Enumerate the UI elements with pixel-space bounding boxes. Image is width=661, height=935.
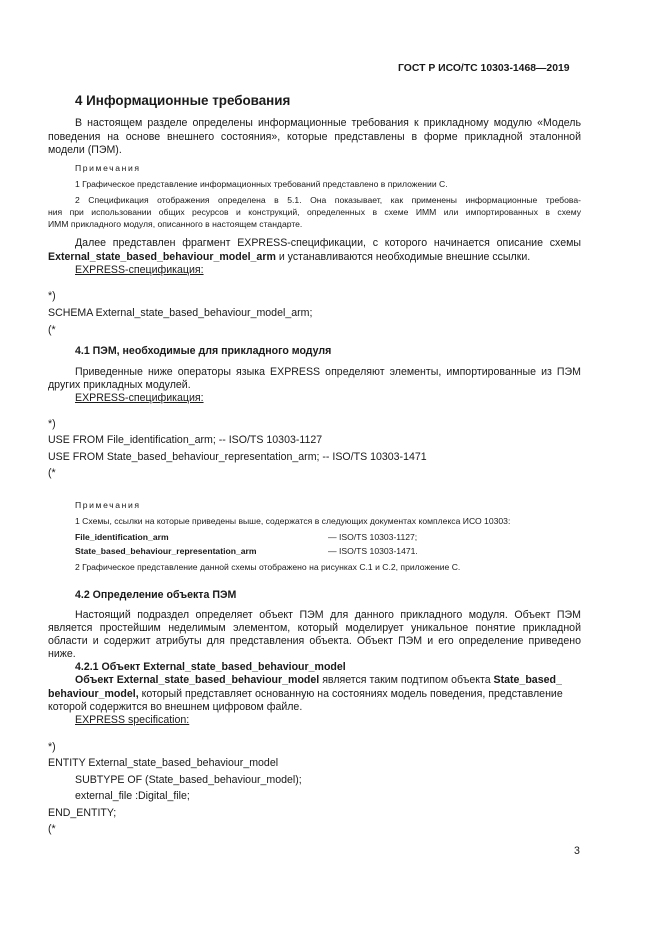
- section-4-2-1-title: 4.2.1 Объект External_state_based_behaviour_model: [75, 661, 346, 673]
- code-line: SUBTYPE OF (State_based_behaviour_model);: [75, 774, 302, 786]
- code-line: END_ENTITY;: [48, 807, 117, 819]
- section-4-2-1-line-2: [48, 688, 563, 701]
- notes-title: Примечания: [75, 500, 141, 510]
- code-line: (*: [48, 467, 56, 479]
- ref-doc: — ISO/TS 10303-1127;: [328, 532, 418, 542]
- schema-name: External_state_based_behaviour_model_arm: [48, 251, 276, 263]
- text: является таким подтипом объекта: [319, 674, 494, 686]
- express-label: EXPRESS-спецификация:: [75, 264, 204, 276]
- code-line: external_file :Digital_file;: [75, 790, 190, 802]
- section-4-1-text-line-2: других прикладных модулей.: [48, 379, 191, 391]
- section-4-2-text-line-1: Настоящий подраздел определяет объект ПЭМ для данного прикладного модуля. Объект ПЭМ: [75, 609, 581, 621]
- supertype-name: State_based_: [493, 674, 562, 686]
- page-number: 3: [574, 845, 580, 857]
- ref-name: File_identification_arm: [75, 532, 169, 542]
- express-intro-rest: и устанавливаются необходимые внешние ссылки.: [275, 251, 531, 263]
- note-2-line-3: ИММ прикладного модуля, описанного в настоящем стандарте.: [48, 219, 303, 229]
- code-line: *): [48, 418, 56, 430]
- code-line: USE FROM File_identification_arm; -- ISO/TS 10303-1127: [48, 434, 323, 446]
- code-line: SCHEMA External_state_based_behaviour_model_arm;: [48, 307, 313, 319]
- note-2: 2 Графическое представление данной схемы отображено на рисунках С.1 и С.2, приложение С.: [75, 562, 461, 572]
- note-2-line-2: ния при использовании общих ресурсов и конструкций, определенных в схеме ИММ или импортированных в схему: [48, 207, 581, 217]
- code-line: ENTITY External_state_based_behaviour_model: [48, 757, 279, 769]
- express-intro-line-1: Далее представлен фрагмент EXPRESS-спецификации, с которого начинается описание схемы: [75, 237, 581, 249]
- note-2-line-1: 2 Спецификация отображения определена в 5.1. Она показывает, как применены информационные требова-: [75, 195, 581, 205]
- section-4-1-text-line-1: Приведенные ниже операторы языка EXPRESS определяют элементы, импортированные из ПЭМ: [75, 366, 581, 378]
- section-4-intro-line-2: поведения на основе внешнего состояния», которые представлены в форме прикладной эталонной: [48, 131, 581, 143]
- text: который представляет основанную на состояниях модель поведения, представление: [138, 688, 563, 700]
- code-line: *): [48, 290, 56, 302]
- express-label: EXPRESS-спецификация:: [75, 392, 204, 404]
- section-4-2-text-line-4: ниже.: [48, 648, 76, 660]
- section-4-2-1-line-1: [75, 674, 562, 687]
- section-4-title: 4 Информационные требования: [75, 93, 291, 108]
- code-line: (*: [48, 324, 56, 336]
- section-4-2-title: 4.2 Определение объекта ПЭМ: [75, 589, 237, 601]
- section-4-intro-line-3: модели (ПЭМ).: [48, 144, 122, 156]
- notes-title: Примечания: [75, 163, 141, 173]
- ref-doc: — ISO/TS 10303-1471.: [328, 546, 418, 556]
- section-4-1-title: 4.1 ПЭМ, необходимые для прикладного модуля: [75, 345, 332, 357]
- ref-name: State_based_behaviour_representation_arm: [75, 546, 257, 556]
- standard-header: ГОСТ Р ИСО/ТС 10303-1468—2019: [398, 63, 570, 74]
- note-1: 1 Схемы, ссылки на которые приведены выше, содержатся в следующих документах комплекса ИСО 10303:: [75, 516, 511, 526]
- express-intro-line-2: [48, 251, 530, 264]
- code-line: USE FROM State_based_behaviour_representation_arm; -- ISO/TS 10303-1471: [48, 451, 427, 463]
- entity-name: Объект External_state_based_behaviour_model: [75, 674, 320, 686]
- section-4-2-1-line-3: которой содержится во внешнем цифровом файле.: [48, 701, 303, 713]
- section-4-intro-line-1: В настоящем разделе определены информационные требования к прикладному модулю «Модель: [75, 117, 581, 129]
- code-line: *): [48, 741, 56, 753]
- code-line: (*: [48, 823, 56, 835]
- note-1: 1 Графическое представление информационных требований представлено в приложении С.: [75, 179, 448, 189]
- section-4-2-text-line-2: является простейшим неделимым элементом, который моделирует уникальное понятие прикладной: [48, 622, 581, 634]
- supertype-name-cont: behaviour_model,: [48, 688, 139, 700]
- section-4-2-text-line-3: области и содержит атрибуты для представления объекта. Объект ПЭМ и его определение приведено: [48, 635, 581, 647]
- express-label: EXPRESS specification:: [75, 714, 190, 726]
